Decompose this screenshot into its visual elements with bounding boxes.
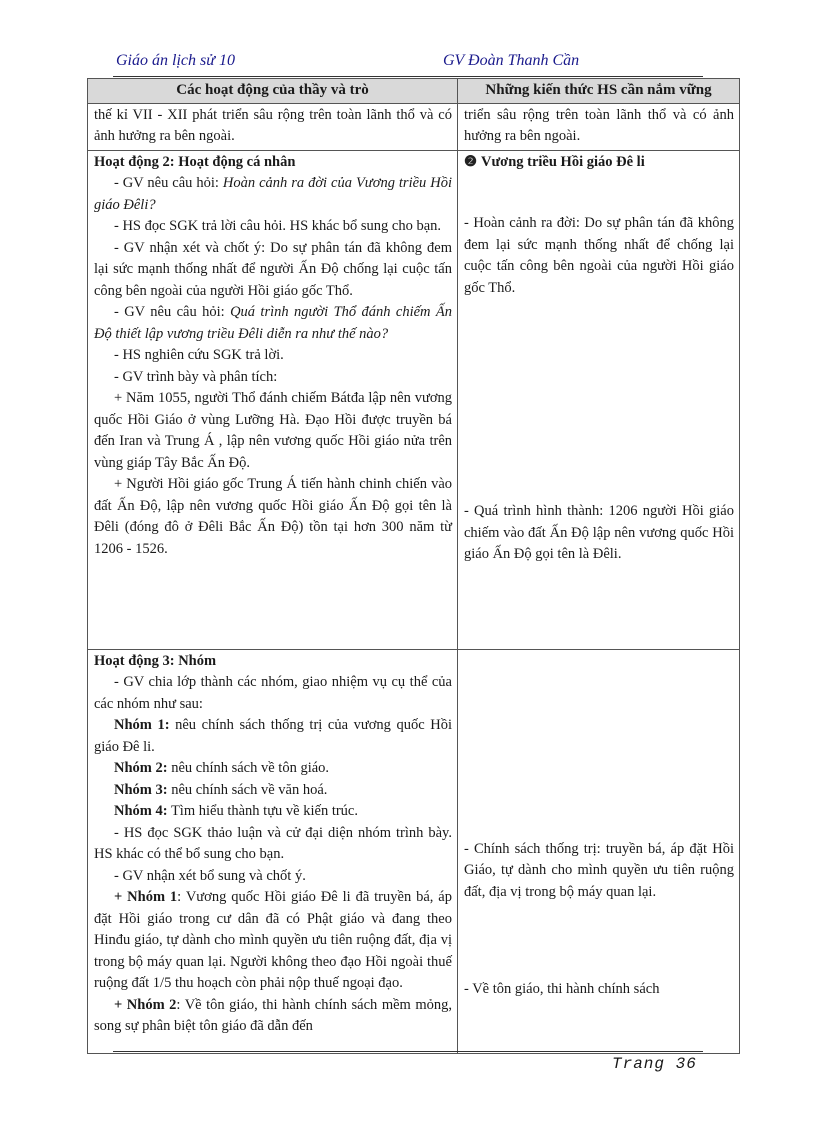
group-task-text: nêu chính sách về văn hoá.	[167, 781, 328, 798]
activity2-paragraph: - GV nhận xét và chốt ý: Do sự phân tán đã không đem lại sức mạnh thống nhất để người Ấn Độ chống lại cuộc tấn công bên ngoài của người Hồi giáo gốc Thổ.	[94, 239, 452, 299]
row1-right	[458, 103, 740, 150]
knowledge-paragraph: - Chính sách thống trị: truyền bá, áp đặt Hồi Giáo, tự dành cho mình quyền ưu tiên ruộng đất, địa vị trong bộ máy quan lại.	[464, 840, 734, 900]
row1-left	[88, 103, 458, 150]
activity3-paragraph: - GV nhận xét bổ sung và chốt ý.	[114, 867, 306, 884]
row2-right	[458, 150, 740, 649]
group-label: Nhóm 3:	[114, 781, 168, 798]
group-label: + Nhóm 1	[114, 889, 178, 905]
row1-left-text: thế kỉ VII - XII phát triển sâu rộng trên toàn lãnh thổ và có ảnh hưởng ra bên ngoài.	[94, 106, 452, 144]
table-row	[88, 103, 740, 150]
section-heading	[464, 152, 734, 174]
section-title: Vương triều Hồi giáo Đê li	[481, 153, 645, 170]
group-answer	[94, 887, 452, 995]
group-answer	[94, 995, 452, 1038]
group-answer-text: : Vương quốc Hồi giáo Đê li đã truyền bá, áp đặt Hồi giáo trong cư dân đã có Phật giáo và đang theo Hinđu giáo, tự dành cho mình quyền ưu tiên ruộng đất, địa vị trong bộ máy quan lại. Người không theo đạo Hồi ngoài thuế ruộng đất 1/5 thu hoạch còn phải nộp thuế ngoại đạo.	[94, 889, 452, 991]
group-answer-text: : Về tôn giáo, thi hành chính sách mềm mỏng, song sự phân biệt tôn giáo đã dẫn đến	[94, 996, 452, 1034]
col-header-activities: Các hoạt động của thầy và trò	[88, 79, 458, 104]
col-header-knowledge: Những kiến thức HS cần nắm vững	[458, 79, 740, 104]
question-prefix: - GV nêu câu hỏi:	[114, 175, 223, 191]
page-number: Trang 36	[612, 1055, 697, 1073]
row3-right	[458, 649, 740, 1053]
lesson-table	[87, 78, 740, 1054]
table-row	[88, 649, 740, 1053]
table-row	[88, 150, 740, 649]
activity2-question1	[94, 173, 452, 216]
row2-left	[88, 150, 458, 649]
activity2-title: Hoạt động 2: Hoạt động cá nhân	[94, 153, 296, 170]
question-text: Quá trình người Thổ đánh chiếm Ấn Độ thiết lập vương triều Đêli diễn ra như thế nào?	[94, 304, 453, 342]
question-prefix: - GV nêu câu hỏi:	[114, 304, 231, 320]
activity2-paragraph: - GV trình bày và phân tích:	[114, 368, 278, 385]
activity2-paragraph: - HS đọc SGK trả lời câu hỏi. HS khác bổ sung cho bạn.	[114, 218, 442, 234]
group-task	[94, 780, 452, 802]
row1-right-text: triển sâu rộng trên toàn lãnh thổ và có ảnh hưởng ra bên ngoài.	[464, 106, 734, 144]
footer-divider	[113, 1051, 703, 1052]
group-label: Nhóm 4:	[114, 803, 168, 819]
activity2-paragraph: - HS nghiên cứu SGK trả lời.	[114, 347, 284, 363]
group-label: Nhóm 2:	[114, 760, 168, 776]
question-text: Hoàn cảnh ra đời của Vương triều Hồi giáo Đêli?	[94, 175, 452, 213]
knowledge-paragraph: - Quá trình hình thành: 1206 người Hồi giáo chiếm vào đất Ấn Độ lập nên vương quốc Hồi giáo Ấn Độ gọi tên là Đêli.	[464, 503, 734, 562]
group-task	[94, 801, 452, 823]
group-task	[94, 715, 452, 758]
group-task-text: Tìm hiểu thành tựu về kiến trúc.	[167, 803, 358, 819]
activity3-paragraph: - HS đọc SGK thảo luận và cử đại diện nhóm trình bày. HS khác có thể bổ sung cho bạn.	[94, 824, 452, 862]
activity2-paragraph: + Người Hồi giáo gốc Trung Á tiến hành chinh chiến vào đất Ấn Độ, lập nên vương quốc Hồi giáo Ấn Độ gọi tên là Đêli (đóng đô ở Đêli Bắc Ấn Độ) tồn tại hơn 300 năm từ 1206 - 1526.	[94, 476, 452, 557]
group-task-text: nêu chính sách về tôn giáo.	[167, 760, 330, 776]
group-label: Nhóm 1:	[114, 717, 170, 733]
activity3-paragraph: - GV chia lớp thành các nhóm, giao nhiệm vụ cụ thể của các nhóm như sau:	[94, 674, 452, 712]
group-task	[94, 758, 452, 780]
header-teacher: GV Đoàn Thanh Cần	[443, 52, 580, 69]
page-header	[113, 50, 703, 77]
group-label: + Nhóm 2	[114, 996, 177, 1013]
activity2-question2	[94, 302, 452, 345]
header-subject: Giáo án lịch sử 10	[116, 52, 235, 69]
number-bullet-icon: ❷	[464, 153, 477, 170]
row3-left	[88, 649, 458, 1053]
activity2-paragraph: + Năm 1055, người Thổ đánh chiếm Bátđa lập nên vương quốc Hồi Giáo ở vùng Lưỡng Hà. Đạo Hồi được truyền bá đến Iran và Trung Á , lập nên vương quốc Hồi giáo nửa trên vùng giáp Tây Bắc Ấn Độ.	[94, 390, 452, 471]
knowledge-paragraph: - Hoàn cảnh ra đời: Do sự phân tán đã không đem lại sức mạnh thống nhất để chống lại cuộc tấn công bên ngoài của người Hồi giáo gốc Thổ.	[464, 215, 734, 296]
group-task-text: nêu chính sách thống trị của vương quốc Hồi giáo Đê li.	[94, 717, 452, 755]
knowledge-paragraph: - Về tôn giáo, thi hành chính sách	[464, 981, 660, 997]
activity3-title: Hoạt động 3: Nhóm	[94, 652, 217, 669]
table-header-row	[88, 79, 740, 104]
